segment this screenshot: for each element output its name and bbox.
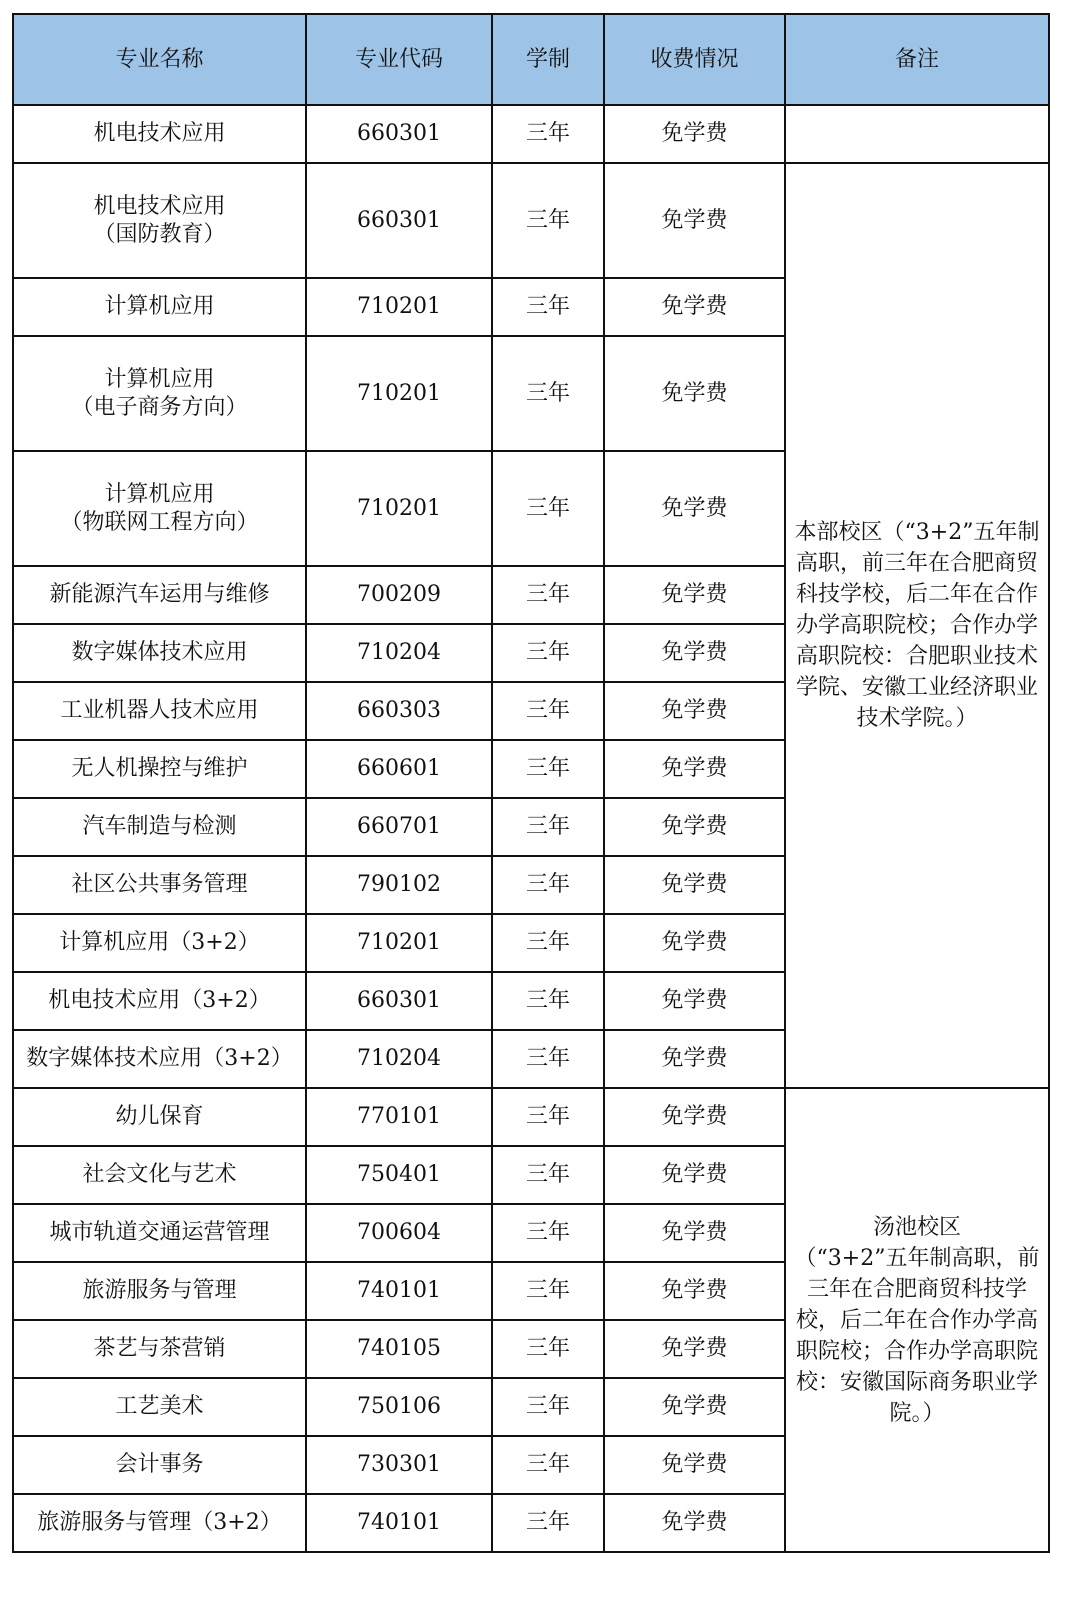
major-name: 旅游服务与管理（3+2）	[13, 1494, 306, 1552]
major-name-sub: （物联网工程方向）	[60, 509, 259, 535]
fee: 免学费	[604, 336, 785, 451]
table-row	[13, 163, 1049, 278]
fee: 免学费	[604, 1320, 785, 1378]
major-code: 710204	[306, 624, 492, 682]
duration: 三年	[492, 336, 604, 451]
duration: 三年	[492, 1320, 604, 1378]
major-code: 710204	[306, 1030, 492, 1088]
major-code: 700209	[306, 566, 492, 624]
major-name: 数字媒体技术应用	[13, 624, 306, 682]
major-name: 计算机应用（3+2）	[13, 914, 306, 972]
major-name: 茶艺与茶营销	[13, 1320, 306, 1378]
major-code: 730301	[306, 1436, 492, 1494]
duration: 三年	[492, 1088, 604, 1146]
fee: 免学费	[604, 451, 785, 566]
major-code: 660701	[306, 798, 492, 856]
header-row	[13, 14, 1049, 105]
duration: 三年	[492, 1378, 604, 1436]
major-code: 660301	[306, 972, 492, 1030]
remark-tangchi-text: （“3+2”五年制高职，前三年在合肥商贸科技学校，后二年在合作办学高职院校；合作办学高职院校：安徽国际商务职业学院。）	[794, 1245, 1040, 1426]
duration: 三年	[492, 1494, 604, 1552]
table-row	[13, 105, 1049, 163]
header-major-code: 专业代码	[306, 14, 492, 105]
fee: 免学费	[604, 163, 785, 278]
fee: 免学费	[604, 1494, 785, 1552]
major-code: 700604	[306, 1204, 492, 1262]
fee: 免学费	[604, 105, 785, 163]
major-code: 660601	[306, 740, 492, 798]
fee: 免学费	[604, 278, 785, 336]
duration: 三年	[492, 1030, 604, 1088]
duration: 三年	[492, 105, 604, 163]
fee: 免学费	[604, 798, 785, 856]
fee: 免学费	[604, 972, 785, 1030]
major-name: 工艺美术	[13, 1378, 306, 1436]
header-major-name: 专业名称	[13, 14, 306, 105]
duration: 三年	[492, 1146, 604, 1204]
fee: 免学费	[604, 566, 785, 624]
major-name-sub: （国防教育）	[93, 221, 226, 247]
fee: 免学费	[604, 1030, 785, 1088]
remark-tangchi-title: 汤池校区	[872, 1214, 961, 1240]
major-name: 社区公共事务管理	[13, 856, 306, 914]
major-name: 城市轨道交通运营管理	[13, 1204, 306, 1262]
duration: 三年	[492, 566, 604, 624]
major-name: 汽车制造与检测	[13, 798, 306, 856]
fee: 免学费	[604, 1378, 785, 1436]
fee: 免学费	[604, 1436, 785, 1494]
major-code: 660301	[306, 105, 492, 163]
major-name: 计算机应用	[13, 278, 306, 336]
major-code: 710201	[306, 451, 492, 566]
remark-empty	[785, 105, 1049, 163]
major-name: 新能源汽车运用与维修	[13, 566, 306, 624]
major-name: 会计事务	[13, 1436, 306, 1494]
major-code: 660301	[306, 163, 492, 278]
fee: 免学费	[604, 914, 785, 972]
major-name: 社会文化与艺术	[13, 1146, 306, 1204]
major-name-main: 计算机应用	[104, 481, 215, 507]
major-code: 790102	[306, 856, 492, 914]
major-name: 幼儿保育	[13, 1088, 306, 1146]
major-name: 旅游服务与管理	[13, 1262, 306, 1320]
major-code: 660303	[306, 682, 492, 740]
duration: 三年	[492, 451, 604, 566]
major-code: 710201	[306, 336, 492, 451]
fee: 免学费	[604, 1088, 785, 1146]
header-duration: 学制	[492, 14, 604, 105]
remark-main-campus: 本部校区（“3+2”五年制高职，前三年在合肥商贸科技学校，后二年在合作办学高职院校；合作办学高职院校：合肥职业技术学院、安徽工业经济职业技术学院。）	[785, 163, 1049, 1088]
duration: 三年	[492, 740, 604, 798]
major-name: 工业机器人技术应用	[13, 682, 306, 740]
duration: 三年	[492, 914, 604, 972]
major-name	[13, 451, 306, 566]
major-code: 740101	[306, 1494, 492, 1552]
major-name-main: 计算机应用	[104, 366, 215, 392]
fee: 免学费	[604, 682, 785, 740]
major-code: 770101	[306, 1088, 492, 1146]
major-code: 710201	[306, 278, 492, 336]
fee: 免学费	[604, 624, 785, 682]
major-code: 750106	[306, 1378, 492, 1436]
major-name: 无人机操控与维护	[13, 740, 306, 798]
major-name	[13, 336, 306, 451]
major-name: 机电技术应用	[13, 105, 306, 163]
table-row	[13, 1088, 1049, 1146]
major-name: 数字媒体技术应用（3+2）	[13, 1030, 306, 1088]
majors-table	[12, 13, 1050, 1553]
duration: 三年	[492, 163, 604, 278]
duration: 三年	[492, 278, 604, 336]
major-code: 740105	[306, 1320, 492, 1378]
duration: 三年	[492, 856, 604, 914]
major-name-main: 机电技术应用	[93, 193, 226, 219]
duration: 三年	[492, 624, 604, 682]
major-name-sub: （电子商务方向）	[71, 394, 248, 420]
fee: 免学费	[604, 1204, 785, 1262]
header-fee: 收费情况	[604, 14, 785, 105]
duration: 三年	[492, 972, 604, 1030]
duration: 三年	[492, 1262, 604, 1320]
major-name	[13, 163, 306, 278]
major-code: 740101	[306, 1262, 492, 1320]
major-name: 机电技术应用（3+2）	[13, 972, 306, 1030]
fee: 免学费	[604, 856, 785, 914]
duration: 三年	[492, 798, 604, 856]
remark-tangchi-campus	[785, 1088, 1049, 1552]
duration: 三年	[492, 1436, 604, 1494]
header-remark: 备注	[785, 14, 1049, 105]
duration: 三年	[492, 1204, 604, 1262]
fee: 免学费	[604, 1146, 785, 1204]
fee: 免学费	[604, 740, 785, 798]
fee: 免学费	[604, 1262, 785, 1320]
major-code: 750401	[306, 1146, 492, 1204]
major-code: 710201	[306, 914, 492, 972]
duration: 三年	[492, 682, 604, 740]
